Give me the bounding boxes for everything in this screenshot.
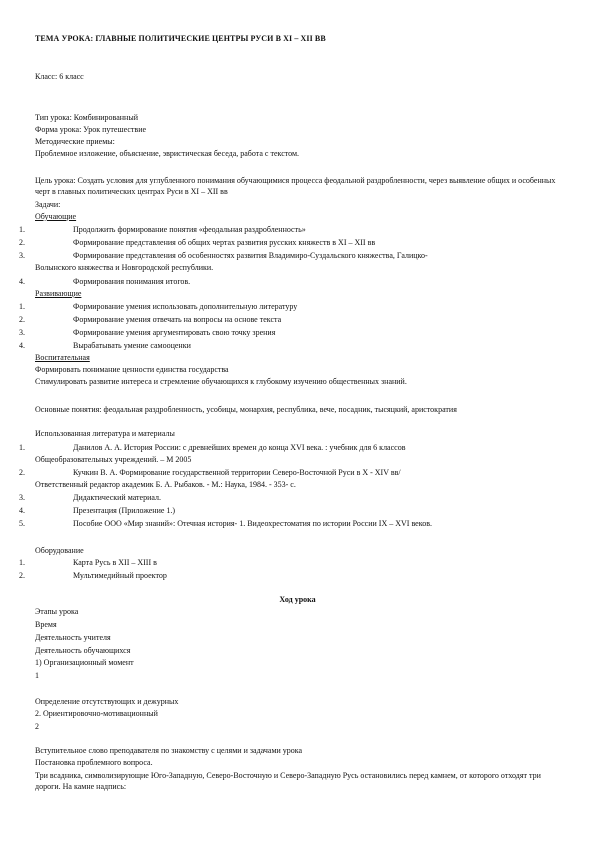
stage-1-time: 1 — [35, 671, 39, 680]
course-teacher-label: Деятельность учителя — [35, 633, 111, 642]
stage-1-title: 1) Организационный момент — [35, 658, 134, 667]
lesson-type-line: Тип урока: Комбинированный — [35, 113, 138, 122]
stage-2-title: 2. Ориентировочно-мотивационный — [35, 709, 158, 718]
equipment-label: Оборудование — [35, 546, 84, 555]
educational-label: Обучающие — [35, 212, 77, 221]
intro-line: Вступительное слово преподавателя по знакомству с целями и задачами урока — [35, 746, 303, 755]
course-students-label: Деятельность обучающихся — [35, 646, 131, 655]
upbringing-line: Формировать понимание ценности единства государства — [35, 365, 229, 374]
document-page: ТЕМА УРОКА: ГЛАВНЫЕ ПОЛИТИЧЕСКИЕ ЦЕНТРЫ РУСИ В XI – XII ВВ Класс: 6 класс Тип урока: Комбинированный Форма урока: Урок путешествие Методические приемы: Проблемное изложение, объяснение, эвристическая беседа, работа с текстом. Цель урока: Создать условия для углубленного понимания обучающимися процесса феодальной раздробленности, через выявление общих и особенных черт в главных политических центрах Руси в XI – XII вв Задачи: Обучающие 1. Продолжить формирование понятия «феодальная раздробленность» 2. Формирование представления об общих чертах развития русских княжеств в XI – XII вв 3. Формирование представления об особенностях развития Владимиро-Суздальского княжества, Галицко- Волынского княжества и Новгородской республики. 4. Формирования понимания итогов. Развивающие 1. Формирование умения использовать дополнительную литературу 2. Формирование умения отвечать на вопросы на основе текста 3. Формирование умения аргументировать свою точку зрения 4. Вырабатывать умение самооценки Воспитательная Формировать понимание ценности единства государства Стимулировать развитие интереса и стремление обучающихся к глубокому изучению общественных знаний. Основные понятия: феодальная раздробленность, усобицы, монархия, республика, вече, посадник, тысяцкий, аристократия Использованная литература и материалы 1. Данилов А. А. История России: с древнейших времен до конца XVI века. : учебник для 6 классов Общеобразовательных учреждений. – М 2005 2. Кучкин В. А. Формирование государственной территории Северо-Восточной Руси в X - XIV вв/ Ответственный редактор академик Б. А. Рыбаков. - М.: Наука, 1984. - 353- с. 3. Дидактический материал. 4. Презентация (Приложение 1.) 5. Пособие ООО «Мир знаний»: Отечная история- 1. Видеохрестоматия по истории России IX – XVI веков. Оборудование 1. Карта Русь в XII – XIII в 2. Мультимедийный проектор Ход урока Этапы урока Время Деятельность учителя Деятельность обучающихся 1) Организационный момент 1 Определение отсутствующих и дежурных 2. Ориентировочно-мотивационный 2 Вступительное слово преподавателя по знакомству с целями и задачами урока Постановка проблемного вопроса. Три всадника, символизирующие Юго-Западную, Северо-Восточную и Северо-Западную Русь остановились перед камнем, от которого отходят три дороги. На камне надпись: — [0, 0, 595, 842]
stage-2-time: 2 — [35, 722, 39, 731]
story-paragraph: Три всадника, символизирующие Юго-Западную, Северо-Восточную и Северо-Западную Русь остановились перед камнем, от которого отходят три дороги. На камне надпись: — [35, 771, 541, 792]
methods-label: Методические приемы: — [35, 137, 115, 146]
course-heading: Ход урока — [279, 595, 316, 604]
developing-label: Развивающие — [35, 289, 82, 298]
concepts-paragraph: Основные понятия: феодальная раздробленность, усобицы, монархия, республика, вече, посадник, тысяцкий, аристократия — [35, 405, 457, 414]
methods-line: Проблемное изложение, объяснение, эвристическая беседа, работа с текстом. — [35, 149, 300, 158]
tasks-label: Задачи: — [35, 200, 61, 209]
lesson-form-line: Форма урока: Урок путешествие — [35, 125, 147, 134]
course-time-label: Время — [35, 620, 57, 629]
attendance-line: Определение отсутствующих и дежурных — [35, 697, 179, 706]
grade-line: Класс: 6 класс — [35, 72, 84, 81]
upbringing-line: Стимулировать развитие интереса и стремление обучающихся к глубокому изучению общественных знаний. — [35, 377, 407, 386]
goal-paragraph: Цель урока: Создать условия для углубленного понимания обучающимися процесса феодальной раздробленности, через выявление общих и особенных черт в главных политических центрах Руси в XI – XII вв — [35, 176, 556, 197]
document-title: ТЕМА УРОКА: ГЛАВНЫЕ ПОЛИТИЧЕСКИЕ ЦЕНТРЫ РУСИ В XI – XII ВВ — [35, 34, 326, 43]
course-stages-label: Этапы урока — [35, 607, 79, 616]
upbringing-label: Воспитательная — [35, 353, 90, 362]
problem-line: Постановка проблемного вопроса. — [35, 758, 153, 767]
literature-label: Использованная литература и материалы — [35, 429, 175, 438]
